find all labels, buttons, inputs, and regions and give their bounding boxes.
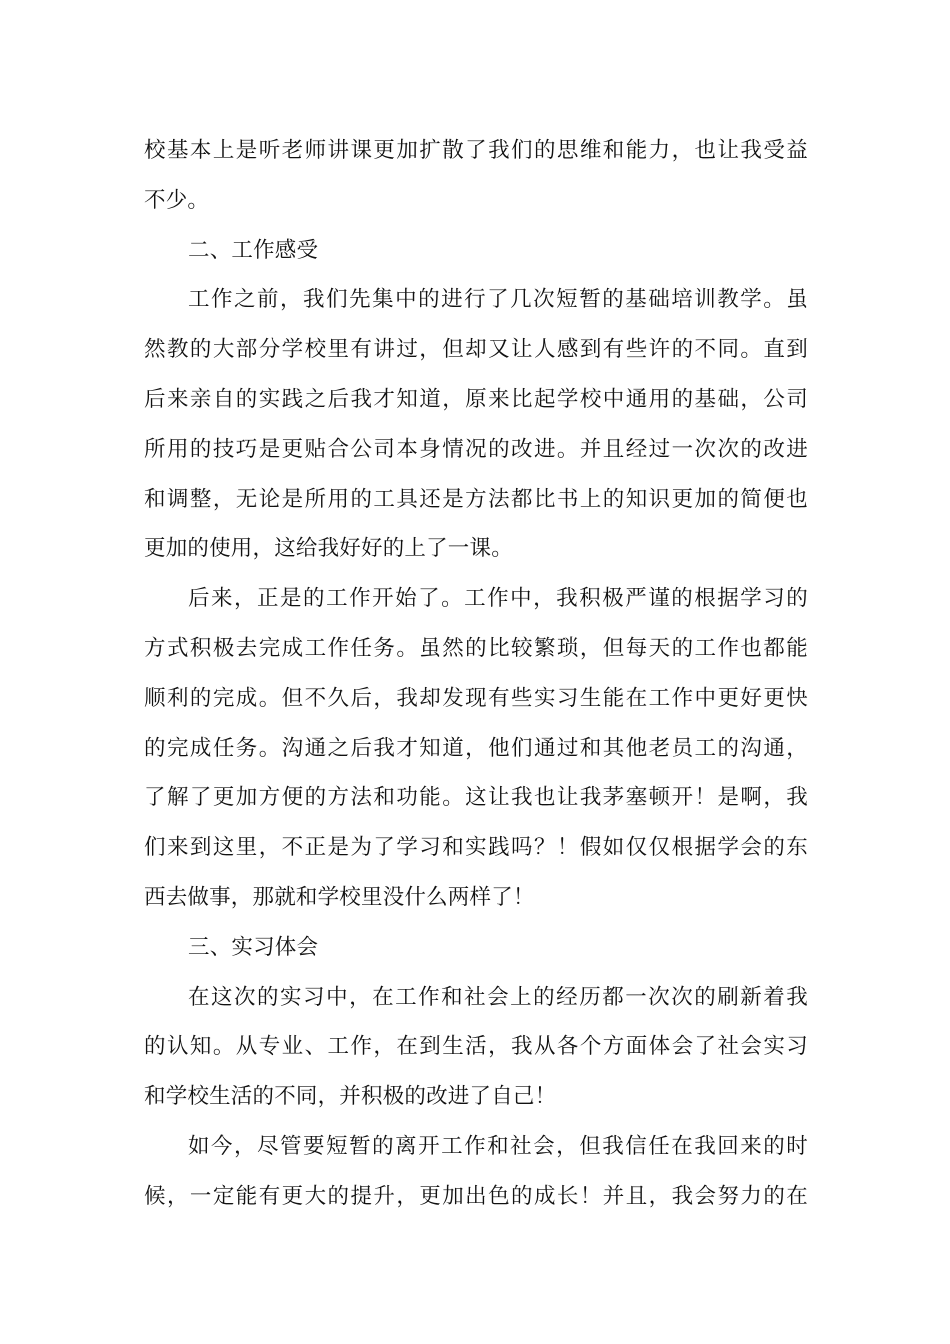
text-line: 如今，尽管要短暂的离开工作和社会，但我信任在我回来的时 — [188, 1133, 808, 1159]
body-text — [144, 126, 808, 1222]
text-line: 和学校生活的不同，并积极的改进了自己！ — [144, 1084, 557, 1110]
text-line: 所用的技巧是更贴合公司本身情况的改进。并且经过一次次的改进 — [144, 436, 808, 462]
text-line: 然教的大部分学校里有讲过，但却又让人感到有些许的不同。直到 — [144, 337, 808, 363]
text-line: 西去做事，那就和学校里没什么两样了！ — [144, 884, 535, 910]
text-line: 候，一定能有更大的提升，更加出色的成长！并且，我会努力的在 — [144, 1183, 808, 1209]
section-heading: 三、实习体会 — [188, 934, 319, 960]
section-heading: 二、工作感受 — [188, 237, 319, 263]
text-line: 校基本上是听老师讲课更加扩散了我们的思维和能力，也让我受益 — [144, 138, 808, 163]
text-line: 后来亲自的实践之后我才知道，原来比起学校中通用的基础，公司 — [144, 386, 808, 412]
text-line: 和调整，无论是所用的工具还是方法都比书上的知识更加的简便也 — [144, 486, 808, 512]
text-line: 顺利的完成。但不久后，我却发现有些实习生能在工作中更好更快 — [144, 685, 808, 711]
text-line: 更加的使用，这给我好好的上了一课。 — [144, 536, 513, 562]
text-line: 后来，正是的工作开始了。工作中，我积极严谨的根据学习的 — [188, 586, 808, 612]
text-line: 们来到这里，不正是为了学习和实践吗？！假如仅仅根据学会的东 — [144, 835, 808, 861]
text-line: 的认知。从专业、工作，在到生活，我从各个方面体会了社会实习 — [144, 1034, 808, 1060]
text-line: 工作之前，我们先集中的进行了几次短暂的基础培训教学。虽 — [188, 287, 808, 313]
text-line: 在这次的实习中，在工作和社会上的经历都一次次的刷新着我 — [188, 984, 808, 1010]
text-line: 不少。 — [144, 187, 210, 213]
text-line: 了解了更加方便的方法和功能。这让我也让我茅塞顿开！是啊，我 — [144, 785, 808, 811]
text-line: 的完成任务。沟通之后我才知道，他们通过和其他老员工的沟通， — [144, 735, 808, 761]
text-line: 方式积极去完成工作任务。虽然的比较繁琐，但每天的工作也都能 — [144, 635, 808, 661]
